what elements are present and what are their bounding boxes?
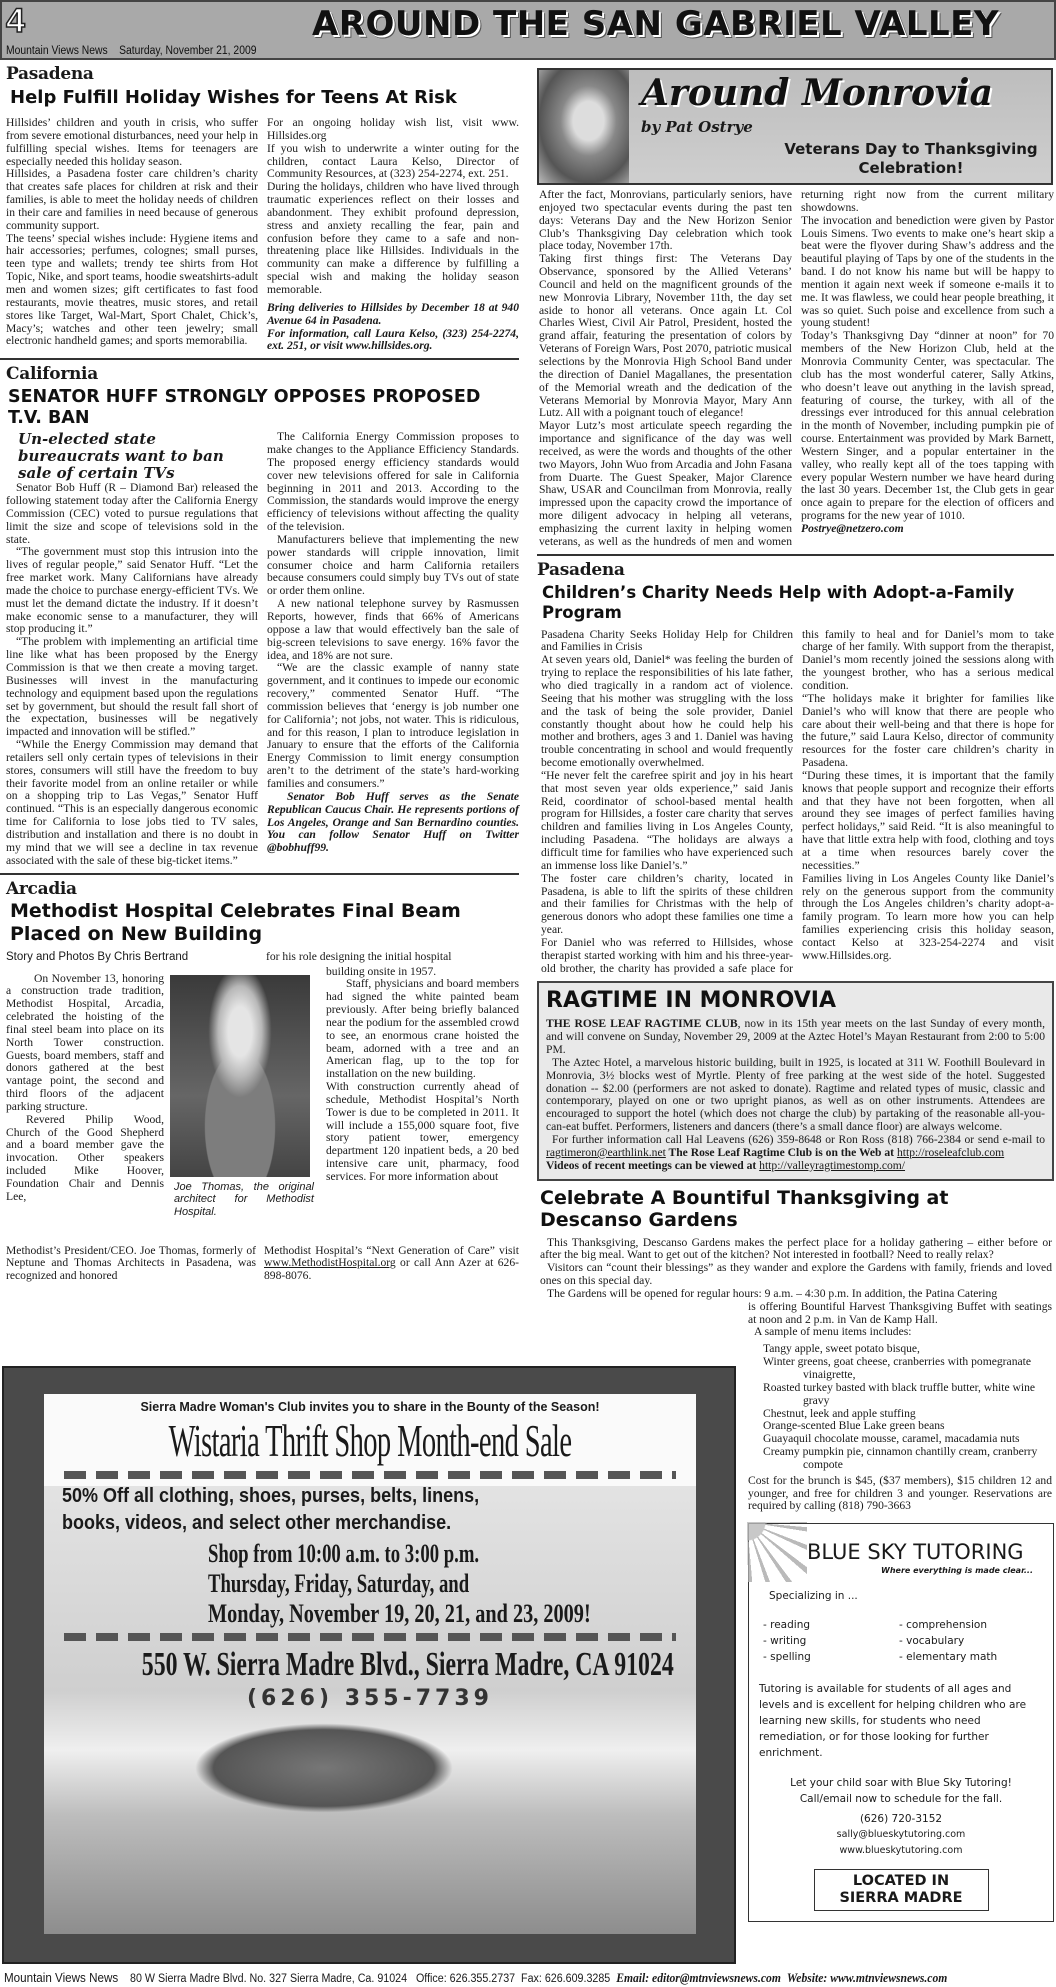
photo-caption: Joe Thomas, the original architect for Methodist Hospital. <box>174 1180 314 1218</box>
closing-note: For information, call Laura Kelso, (323) 254-2274, ext. 251, or visit www.hillsides.org. <box>267 326 519 353</box>
paragraph: For Daniel who was referred to Hillsides, whose therapist started working with him and his three-year-old brother, the charity has provided a safe place for this family to heal and for Daniel’s mom to take charge of her family. With support from the therapist, Daniel’s mom recently joined the sessions along with the youngest brother, who has a serious medical condition. <box>541 627 1054 975</box>
dashed-divider <box>64 1633 676 1641</box>
ad-cta <box>759 1775 1043 1859</box>
pumpkin-illustration <box>194 1723 454 1813</box>
methodist-row-top <box>6 951 519 964</box>
paragraph <box>546 1134 1045 1160</box>
dashed-divider <box>64 1471 676 1479</box>
paragraph: Staff, physicians and board members had signed the white painted beam previously. After being briefly balanced near the podium for the assembled crowd to see, an enormous crane hoisted the beam, adorned with a tree and an American flag, up to the top for installation on the new building. <box>326 977 519 1081</box>
article-ragtime <box>546 1018 1045 1172</box>
article-methodist-left <box>6 973 164 1243</box>
subject: - comprehension <box>899 1619 987 1632</box>
ad-body: Tutoring is available for students of all ages and levels and is excellent for helping children who are learning new skills, for students who need remediation, or for those looking for further enrichment. <box>759 1683 1027 1760</box>
paragraph: Today’s Thanksgivng Day “dinner at noon” for 70 members of the New Horizon Club, held at the Monrovia Community Center, was spectacular. The club has the most wonderful caterer, Sally Atkins, who doesn’t leave out anything in the lavish spread, featuring of course, the turkey, with all of the dressings ever introduced for this annual celebration in the month of November, including pumpkin pie of course. Entertainment was provided by Mark Barnett, Western Singer, and a popular entertainer in the valley, who really kept all of the toes tapping with every popular Western number we have heard during the last 30 years. December 1st, the Club gets in gear once again to prepare for the election of officers and programs for the new year of 1010. <box>801 329 1054 523</box>
footer-fax: Fax: 626.609.3285 <box>521 1973 611 1985</box>
ragtime-box <box>537 981 1054 1180</box>
paragraph: The Gardens will be opened for regular hours: 9 a.m. – 4:30 p.m. In addition, the Patina Catering <box>547 1286 998 1300</box>
publication-name: Mountain Views News <box>6 45 108 57</box>
article-descanso-intro <box>540 1237 1052 1301</box>
ad-panel <box>44 1394 696 1934</box>
section-label-pasadena: Pasadena <box>6 64 94 84</box>
article-methodist-right-top: for his role designing the initial hospital <box>266 949 452 963</box>
ad-offer: 50% Off all clothing, shoes, purses, belts, linens, books, videos, and select other merchandise. <box>62 1485 480 1534</box>
club-name: THE ROSE LEAF RAGTIME CLUB <box>546 1017 738 1031</box>
text: Methodist Hospital’s “Next Generation of Care” visit <box>264 1243 519 1257</box>
paragraph: The teens’ special wishes include: Hygiene items and hair accessories; perfumes, colognes; small purses, teen type and wallets; trendy tee shirts from Hot Topic, Nike, and sport teams, hoodie sweatshirts-adult men and women sizes; gift certificates to fast food restaurants, movie theatres, music stores, and retail stores like Target, Wal-Mart, Sport Chalet, Chick’s, Macy’s; watches and other teen jewelry; small electronic handheld games; and sports memorabilia. <box>6 231 258 348</box>
column-title: Around Monrovia <box>641 72 993 114</box>
methodist-link[interactable]: www.MethodistHospital.org <box>264 1256 396 1270</box>
text: , now in its 15th year meets on the last Sunday of every month, and will convene on Sunday, November 29, 2009 at the Aztec Hotel’s Mayan Restaurant from 2:00 to 5:00 PM. <box>546 1017 1045 1057</box>
column-subtitle: Veterans Day to Thanksgiving Celebration! <box>784 140 1038 177</box>
section-label-pasadena: Pasadena <box>537 559 625 580</box>
paragraph: Hillsides’ children and youth in crisis, who suffer from severe emotional disturbances, need your help in fulfilling special wishes. Items for teenagers are especially needed this holiday season. <box>6 116 258 168</box>
paragraph: A new national telephone survey by Rasmussen Reports, however, finds that 66% of Americans oppose a law that would effectively ban the sale of big-screen televisions to save energy. 16% favor the idea, and 18% are not sure. <box>267 597 519 662</box>
paragraph: “While the Energy Commission may demand that retailers sell only certain types of televisions in their stores, consumers will still have the freedom to buy their favorite model from an online retailer or while on a shopping trip to Las Vegas,” Senator Huff continued. “This is an especially dangerous economic time for California to lose jobs tied to TV sales, distribution and installation and there is no doubt in my mind that we will see a decline in tax revenue associated with the sale of these big-ticket items.” <box>6 738 258 867</box>
left-column <box>6 64 519 1283</box>
article-subhead: Un-elected state bureaucrats want to ban sale of certain TVs <box>18 430 224 483</box>
author-bio: Senator Bob Huff serves as the Senate Republican Caucus Chair. He represents portions of Los Angeles, Orange and San Bernardino counties. You can follow Senator Huff on Twitter @bobhuff99. <box>267 789 519 855</box>
blue-sky-tutoring-ad <box>748 1523 1054 1922</box>
subjects-left <box>759 1617 899 1665</box>
paragraph: On November 13, honoring a construction trade tradition, Methodist Hospital, Arcadia, celebrated the hoisting of the final steel beam into place on its North Tower construction. Guests, board members, staff and donors gathered at the best vantage point, the second and third floors of the adjacent parking structure. <box>6 971 164 1113</box>
divider <box>537 554 1054 556</box>
paragraph: After the fact, Monrovians, particularly seniors, have enjoyed two spectacular events during the past ten days: Veterans Day and the New Horizon Senior Club’s Thanksgiving Day celebration which took place today, November 17th. <box>539 188 792 253</box>
photo-block <box>170 975 316 1219</box>
subjects-right <box>899 1617 997 1665</box>
subject-list <box>759 1617 1043 1665</box>
dateline <box>6 45 256 58</box>
headline-hillsides: Help Fulfill Holiday Wishes for Teens At Risk <box>10 87 457 108</box>
wistaria-thrift-shop-ad <box>2 1366 736 1964</box>
paragraph: The foster care children’s charity, located in Pasadena, is able to lift the spirits of these children and their families for Christmas with the help of generous donors who adopt these families one time a year. <box>541 871 793 937</box>
paragraph: “The holidays make it brighter for families like Daniel’s who will know that there are people who care about their well-being and that there is hope for the future,” said Laura Kelso, director of community resources for the foster care children’s charity in Pasadena. <box>802 691 1054 770</box>
column-banner-around-monrovia <box>537 68 1053 185</box>
video-link[interactable]: http://valleyragtimestomp.com/ <box>759 1158 906 1172</box>
subject: - spelling <box>763 1651 811 1664</box>
menu-item: Tangy apple, sweet potato bisque, <box>763 1342 920 1356</box>
footer-publication: Mountain Views News <box>4 1971 119 1985</box>
ad-hours: Shop from 10:00 a.m. to 3:00 p.m. <box>208 1539 480 1568</box>
ad-tagline: Where everything is made clear... <box>881 1566 1033 1576</box>
headline-charity: Children’s Charity Needs Help with Adopt-a-Family Program <box>542 582 1015 622</box>
columnist-email[interactable]: Postrye@netzero.com <box>801 521 904 535</box>
club-website-link[interactable]: http://roseleafclub.com <box>896 1145 1005 1159</box>
closing-note: Bring deliveries to Hillsides by December 18 at 940 Avenue 64 in Pasadena. <box>267 300 519 327</box>
paragraph: Mayor Lutz’s most articulate speech regarding the importance and significance of the day was well received, as were the words and thoughts of the other two Mayors, John Wuo from Arcadia and John Fasana from Duarte. The Guest Speaker, Major Clarence Shaw, USAR and Councilman from Monrovia, really impressed upon the capacity crowd the importance of more diligent advocacy in helping all veterans, emphasizing the current laxity in helping women veterans, as well as the hundreds of men and women returning right now from the current military showdowns. <box>539 188 1054 548</box>
ad-schedule <box>208 1539 696 1629</box>
article-charity <box>541 629 1054 976</box>
menu-item: Chestnut, leek and apple stuffing <box>763 1406 916 1420</box>
columnist-photo <box>539 70 629 183</box>
menu-item: Roasted turkey basted with black truffle butter, white wine gravy <box>763 1380 1036 1407</box>
menu-intro: A sample of menu items includes: <box>754 1325 912 1339</box>
sun-icon <box>747 1522 807 1582</box>
paragraph: Senator Bob Huff (R – Diamond Bar) released the following statement today after the California Energy Commission (CEC) voted to pursue regulations that limit the size and scope of televisions sold in the state. <box>6 481 258 546</box>
cta-line: Let your child soar with Blue Sky Tutoring! <box>790 1777 1012 1790</box>
divider <box>0 358 519 360</box>
menu-item: Winter greens, goat cheese, cranberries with pomegranate vinaigrette, <box>763 1355 1031 1381</box>
paragraph <box>546 1160 1045 1173</box>
footer-email[interactable]: Email: editor@mtnviewsnews.com <box>616 1971 781 1985</box>
email-link[interactable]: ragtimeron@earthlink.net <box>546 1145 666 1159</box>
paragraph: “He never felt the carefree spirit and joy in his heart that most seven year olds experience,” said Janis Reid, coordinator of school-based mental health program for Hillsides, a foster care charity that serves children and families living in Los Angeles County, including Pasadena. “The holidays are always a difficult time for families who have experienced such an immense loss like Daniel’s.” <box>541 768 793 872</box>
menu-list <box>748 1343 1052 1471</box>
column-byline: by Pat Ostrye <box>641 118 753 136</box>
ad-website[interactable]: www.blueskytutoring.com <box>839 1845 963 1857</box>
article-monrovia <box>539 189 1054 549</box>
article-methodist-right <box>326 966 519 1184</box>
paragraph: building onsite in 1957. <box>326 964 437 978</box>
footer <box>4 1971 947 1986</box>
headline-descanso: Celebrate A Bountiful Thanksgiving at Descanso Gardens <box>540 1186 949 1231</box>
cta-line: Call/email now to schedule for the fall. <box>799 1793 1003 1806</box>
article-hillsides <box>6 117 519 353</box>
article-descanso-right <box>748 1301 1052 1514</box>
text: or call Ann Azer at 626-898-8076. <box>264 1256 519 1283</box>
methodist-row-middle <box>6 966 519 1243</box>
subject: - elementary math <box>899 1651 998 1664</box>
issue-date: Saturday, November 21, 2009 <box>119 45 257 57</box>
footer-website[interactable]: Website: www.mtnviewsnews.com <box>786 1971 948 1985</box>
paragraph: is offering Bountiful Harvest Thanksgiving Buffet with seatings at noon and 2 p.m. in Van de Kamp Hall. <box>748 1299 1052 1326</box>
ad-phone: (626) 720-3152 <box>859 1813 943 1826</box>
paragraph: For an ongoing holiday wish list, visit www. Hillsides.org <box>267 116 519 142</box>
ad-invite: Sierra Madre Woman's Club invites you to share in the Bounty of the Season! <box>140 1400 600 1414</box>
byline: Story and Photos By Chris Bertrand <box>6 950 189 963</box>
divider <box>0 873 519 875</box>
ad-specializing: Specializing in ... <box>769 1590 858 1603</box>
paragraph: “The problem with implementing an artificial time line like what has been proposed by the Energy Commission is that we then create a moving target. Businesses will invest in the manufacturing technology and equipment based upon the regulations set by government, but should the result fall short of the expectation, businesses will be negatively impacted and innovation will be stifled.” <box>6 635 258 739</box>
menu-item: Orange-scented Blue Lake green beans <box>763 1419 945 1433</box>
paragraph: “We are the classic example of nanny state government, and it continues to impede our economic recovery,” commented Senator Huff. “The commission believes that ‘energy is job number one for California’; not jobs, not water. This is ridiculous, and for this reason, I plan to introduce legislation in January to ensure that the efforts of the California Energy Commission to limit energy consumption aren’t to the detriment of the state’s hard-working families and consumers.” <box>267 661 519 790</box>
headline-ragtime: RAGTIME IN MONROVIA <box>546 988 836 1014</box>
paragraph: If you wish to underwrite a winter outing for the children, contact Laura Kelso, Director of Community Resources, at (323) 254-2274, ext. 251. <box>267 141 519 181</box>
menu-item: Guayaquil chocolate mousse, caramel, macadamia nuts <box>763 1432 1020 1446</box>
ad-email[interactable]: sally@blueskytutoring.com <box>836 1829 966 1841</box>
paragraph: “During these times, it is important that the family knows that people support and recognize their efforts and that they have not been forgotten, when all around they see images of perfect families having perfect holidays,” said Reid. “It is also meaningful to have that little extra help with food, clothing and toys at a time when resources barely cover the necessities.” <box>802 768 1054 872</box>
paragraph: Families living in Los Angeles County like Daniel’s rely on the generous support from the community through the Los Angeles children’s charity adopt-a-family program. To learn more how you can help families experiencing crisis this holiday season, contact Kelso at 323-254-2274 and visit www.Hillsides.org. <box>802 871 1054 962</box>
paragraph: With construction currently ahead of schedule, Methodist Hospital’s North Tower is due to be completed in 2011. It will include a 155,000 square foot, five story patient tower, emergency department 120 inpatient beds, a 20 bed intensive care unit, pharmacy, food services. For more information about <box>326 1080 519 1183</box>
paragraph: The Aztec Hotel, a marvelous historic building, built in 1925, is located at 311 W. Foothill Boulevard in Monrovia, 3½ blocks west of Myrtle. Plenty of free parking at the west side of the hotel. Suggested donation -- $2.00 (performers are not asked to donate). Ragtime and related types of music, classic and contemporary, played on one or two upright pianos, as well as on other instruments. Attendees are encouraged to support the hotel (which does not charge the club) by partaking of the reasonable all-you-can-eat buffet. Performers, listeners and dancers (there’s a small dance floor) are always welcome. <box>546 1055 1045 1134</box>
paragraph: Pasadena Charity Seeks Holiday Help for Children and Families in Crisis <box>541 627 793 654</box>
footer-office-phone: Office: 626.355.2737 <box>415 1973 516 1985</box>
paragraph: Manufacturers believe that implementing the new power standards will cripple innovation, limit consumer choice and harm California retailers because consumers could simply buy TVs out of state or order them online. <box>267 532 519 598</box>
subject: - vocabulary <box>899 1635 965 1648</box>
section-label-arcadia: Arcadia <box>6 878 77 899</box>
paragraph: Visitors can “count their blessings” as they wander and explore the Gardens with family, friends and loved ones on this special day. <box>540 1261 1052 1288</box>
subject: - writing <box>763 1635 807 1648</box>
text: Videos of recent meetings can be viewed at <box>546 1158 760 1172</box>
headline-methodist: Methodist Hospital Celebrates Final Beam Placed on New Building <box>10 899 461 945</box>
ad-address: 550 W. Sierra Madre Blvd., Sierra Madre, CA 91024 <box>141 1646 674 1683</box>
ad-dates: Monday, November 19, 20, 21, and 23, 2009! <box>208 1599 591 1628</box>
text: For further information call Hal Leavens (626) 359-8648 or Ron Ross (818) 766-2384 or send e-mail to <box>552 1133 1045 1146</box>
article-methodist-right-bottom <box>264 1245 519 1284</box>
headline-huff: SENATOR HUFF STRONGLY OPPOSES PROPOSED T.V. BAN <box>8 387 481 429</box>
masthead <box>0 0 1056 60</box>
section-label-california: California <box>6 364 98 385</box>
footer-address: 80 W Sierra Madre Blvd. No. 327 Sierra Madre, Ca. 91024 <box>130 1973 408 1985</box>
paragraph: At seven years old, Daniel* was feeling the burden of trying to replace the responsibilities of his late father, who died tragically in a random act of violence. Seeing that his mother was struggling with the loss and the task of being the sole provider, Daniel constantly thought about how he could help his mother and brothers, ages 3 and 1. Daniel was having trouble concentrating in school and would frequently become emotionally overwhelmed. <box>541 653 793 770</box>
page-number: 4 <box>6 2 25 40</box>
section-title: AROUND THE SAN GABRIEL VALLEY <box>312 4 1000 44</box>
paragraph: Cost for the brunch is $45, ($37 members), $15 children 12 and younger, and free for children 3 and younger. Reservations are required by calling (818) 790-3663 <box>748 1473 1052 1513</box>
article-huff <box>6 431 519 867</box>
paragraph <box>546 1018 1045 1057</box>
paragraph: “The government must stop this intrusion into the lives of regular people,” said Senator Huff. “Let the free market work. Many Californians have already made the choice to purchase energy-efficient TVs. We must let the demand dictate the industry. If it doesn’t make economic sense to a manufacturer, they will stop producing it.” <box>6 545 258 636</box>
article-methodist-left-bottom: Methodist’s President/CEO. Joe Thomas, formerly of Neptune and Thomas Architects in Pasadena, was recognized and honored <box>6 1243 256 1283</box>
paragraph: The invocation and benediction were given by Pastor Louis Simens. Two events to make one’s heart skip a beat were the flyover during Shaw’s address and the beautiful playing of Taps by one of the students in the band. I do not know his name but will be happy to mention it again next week if someone e-mails it to me. It was flawless, we could hear people breathing, it was so quiet. Such poise and excellence from such a young student! <box>801 213 1054 330</box>
methodist-row-bottom <box>6 1245 519 1284</box>
text: The Rose Leaf Ragtime Club is on the Web at <box>665 1145 897 1159</box>
paragraph: During the holidays, children who have lived through traumatic experiences reflect on their losses and abandonment. They exhibit profound depression, stress and anxiety recalling the fear, pain and confusion before they came to a safe and non-threatening place like Hillsides. Individuals in the community can make a difference by fulfilling a special wish and making the holiday season memorable. <box>267 180 519 296</box>
menu-item: Creamy pumpkin pie, cinnamon chantilly cream, cranberry compote <box>763 1445 1038 1471</box>
paragraph: Hillsides, a Pasadena foster care children’s charity that creates safe places for children at risk and their families, is able to meet the holiday needs of children in their care and families in need because of generous community support. <box>6 167 258 232</box>
paragraph: Revered Philip Wood, Church of the Good Shepherd and a board member gave the invocation. Other speakers included Mike Hoover, Foundation Chair and Dennis Lee, <box>6 1112 164 1203</box>
ad-days: Thursday, Friday, Saturday, and <box>208 1569 470 1598</box>
photo-joe-thomas <box>170 975 310 1177</box>
ad-location: LOCATED IN SIERRA MADRE <box>814 1869 989 1911</box>
ad-title: Wistaria Thrift Shop Month-end Sale <box>168 1415 572 1466</box>
paragraph: The California Energy Commission proposes to make changes to the Appliance Efficiency Standards. The proposed energy efficiency standards would cover new televisions offered for sale in California beginning in 2011 and 2013. According to the Commission, the standards would improve the energy efficiency of televisions without affecting the quality of the television. <box>267 430 519 534</box>
ad-brand: BLUE SKY TUTORING <box>807 1540 1024 1565</box>
paragraph: Taking first things first: The Veterans Day Observance, sponsored by the Allied Veterans’ Council and held on the magnificent grounds of the new Monrovia Library, November 11th, the day set aside to honor all veterans. Once again Lt. Col Charles Wiest, Civil Air Patrol, President, hosted the grand affair, featuring the presentation of colors by Veterans of Foreign Wars, Post 2070, patriotic musical selections by the Monrovia High School Band under the direction of Daniel Magallanes, the presentation of the Memorial wreath and the dedication of the Veterans Memorial by Monrovia Mayor, Mary Ann Lutz. All with a poignant touch of elegance! <box>539 252 792 420</box>
ad-phone: (626) 355-7739 <box>247 1686 493 1711</box>
subject: - reading <box>763 1619 811 1632</box>
paragraph: This Thanksgiving, Descanso Gardens makes the perfect place for a holiday gathering – either before or after the big meal. Want to get out of the kitchen? Not interested in football? Need to really relax? <box>540 1235 1052 1262</box>
